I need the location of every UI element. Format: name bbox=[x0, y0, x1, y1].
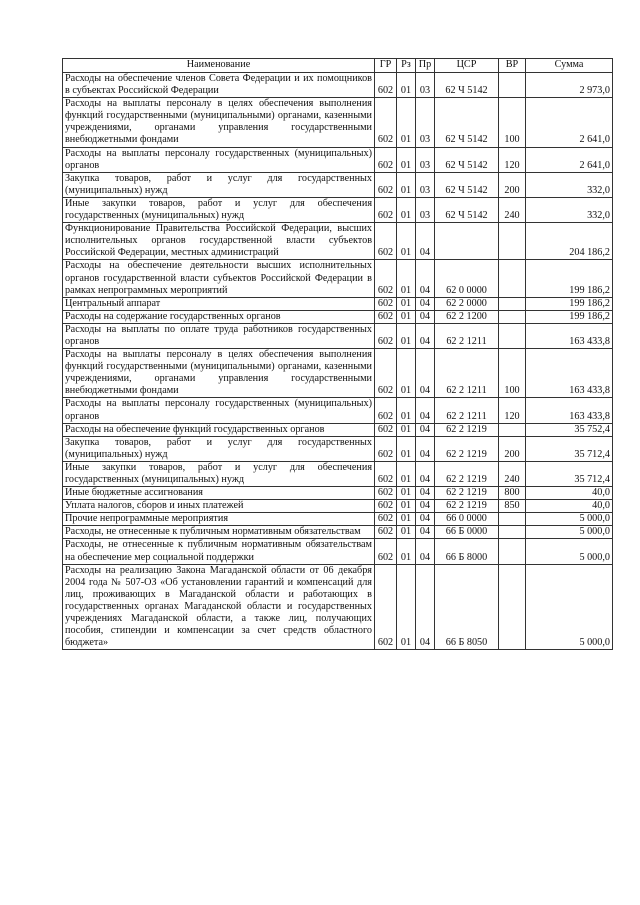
cell-vr: 120 bbox=[499, 398, 526, 423]
cell-csr: 62 Ч 5142 bbox=[435, 172, 499, 197]
table-row bbox=[63, 172, 613, 197]
cell-vr bbox=[499, 297, 526, 310]
cell-pr: 04 bbox=[416, 349, 435, 398]
cell-name: Расходы на обеспечение функций государственных органов bbox=[63, 423, 375, 436]
cell-sum: 40,0 bbox=[526, 500, 613, 513]
column-header-sum: Сумма bbox=[526, 59, 613, 73]
cell-vr: 100 bbox=[499, 349, 526, 398]
cell-pr: 04 bbox=[416, 526, 435, 539]
cell-gr: 602 bbox=[375, 349, 397, 398]
table-row bbox=[63, 73, 613, 98]
column-header-pr: Пр bbox=[416, 59, 435, 73]
cell-gr: 602 bbox=[375, 423, 397, 436]
cell-pr: 03 bbox=[416, 147, 435, 172]
cell-pr: 04 bbox=[416, 310, 435, 323]
cell-rz: 01 bbox=[397, 436, 416, 461]
cell-pr: 04 bbox=[416, 260, 435, 297]
cell-sum: 35 712,4 bbox=[526, 461, 613, 486]
cell-vr: 200 bbox=[499, 436, 526, 461]
table-row bbox=[63, 500, 613, 513]
cell-sum: 35 712,4 bbox=[526, 436, 613, 461]
cell-csr: 66 0 0000 bbox=[435, 513, 499, 526]
cell-sum: 40,0 bbox=[526, 487, 613, 500]
cell-sum: 2 641,0 bbox=[526, 147, 613, 172]
cell-vr: 100 bbox=[499, 98, 526, 147]
cell-name: Прочие непрограммные мероприятия bbox=[63, 513, 375, 526]
cell-name: Функционирование Правительства Российской Федерации, высших исполнительных органов государственной власти субъектов Российской Федерации, местных администраций bbox=[63, 223, 375, 260]
cell-gr: 602 bbox=[375, 436, 397, 461]
cell-name: Расходы на обеспечение членов Совета Федерации и их помощников в субъектах Российской Федерации bbox=[63, 73, 375, 98]
cell-gr: 602 bbox=[375, 297, 397, 310]
cell-name: Центральный аппарат bbox=[63, 297, 375, 310]
cell-vr: 120 bbox=[499, 147, 526, 172]
cell-rz: 01 bbox=[397, 349, 416, 398]
cell-gr: 602 bbox=[375, 526, 397, 539]
table-row bbox=[63, 526, 613, 539]
cell-gr: 602 bbox=[375, 398, 397, 423]
cell-pr: 04 bbox=[416, 513, 435, 526]
cell-pr: 04 bbox=[416, 323, 435, 348]
cell-pr: 03 bbox=[416, 172, 435, 197]
cell-gr: 602 bbox=[375, 172, 397, 197]
cell-pr: 03 bbox=[416, 73, 435, 98]
cell-sum: 5 000,0 bbox=[526, 564, 613, 650]
cell-csr: 62 2 1219 bbox=[435, 423, 499, 436]
cell-vr: 240 bbox=[499, 197, 526, 222]
cell-vr bbox=[499, 539, 526, 564]
cell-pr: 03 bbox=[416, 197, 435, 222]
table-row bbox=[63, 539, 613, 564]
cell-sum: 163 433,8 bbox=[526, 398, 613, 423]
cell-csr: 62 Ч 5142 bbox=[435, 197, 499, 222]
cell-rz: 01 bbox=[397, 323, 416, 348]
cell-rz: 01 bbox=[397, 260, 416, 297]
cell-pr: 04 bbox=[416, 564, 435, 650]
table-body bbox=[63, 73, 613, 650]
cell-name: Иные бюджетные ассигнования bbox=[63, 487, 375, 500]
cell-vr: 850 bbox=[499, 500, 526, 513]
cell-pr: 04 bbox=[416, 297, 435, 310]
column-header-rz: Рз bbox=[397, 59, 416, 73]
cell-csr: 62 2 1219 bbox=[435, 436, 499, 461]
cell-rz: 01 bbox=[397, 73, 416, 98]
cell-gr: 602 bbox=[375, 310, 397, 323]
cell-csr: 62 Ч 5142 bbox=[435, 147, 499, 172]
column-header-csr: ЦСР bbox=[435, 59, 499, 73]
cell-sum: 199 186,2 bbox=[526, 310, 613, 323]
cell-name: Закупка товаров, работ и услуг для государственных (муниципальных) нужд bbox=[63, 436, 375, 461]
cell-rz: 01 bbox=[397, 513, 416, 526]
cell-gr: 602 bbox=[375, 147, 397, 172]
cell-gr: 602 bbox=[375, 260, 397, 297]
cell-csr: 62 2 0000 bbox=[435, 297, 499, 310]
cell-pr: 04 bbox=[416, 539, 435, 564]
cell-rz: 01 bbox=[397, 500, 416, 513]
cell-name: Расходы на выплаты персоналу в целях обеспечения выполнения функций государственными (муниципальными) органами, казенными учреждениями, органами управления государственными внебюджетными фондами bbox=[63, 98, 375, 147]
cell-sum: 163 433,8 bbox=[526, 349, 613, 398]
cell-sum: 163 433,8 bbox=[526, 323, 613, 348]
cell-gr: 602 bbox=[375, 487, 397, 500]
table-row bbox=[63, 223, 613, 260]
cell-rz: 01 bbox=[397, 461, 416, 486]
cell-name: Иные закупки товаров, работ и услуг для обеспечения государственных (муниципальных) нужд bbox=[63, 197, 375, 222]
cell-vr: 240 bbox=[499, 461, 526, 486]
cell-vr bbox=[499, 513, 526, 526]
cell-csr: 66 Б 8050 bbox=[435, 564, 499, 650]
cell-rz: 01 bbox=[397, 398, 416, 423]
cell-csr: 62 Ч 5142 bbox=[435, 73, 499, 98]
cell-sum: 2 973,0 bbox=[526, 73, 613, 98]
cell-csr: 62 2 1211 bbox=[435, 323, 499, 348]
cell-gr: 602 bbox=[375, 564, 397, 650]
table-row bbox=[63, 564, 613, 650]
cell-name: Уплата налогов, сборов и иных платежей bbox=[63, 500, 375, 513]
table-row bbox=[63, 98, 613, 147]
cell-name: Расходы на реализацию Закона Магаданской области от 06 декабря 2004 года № 507-ОЗ «Об установлении гарантий и компенсаций для лиц, проживающих в Магаданской области и работающих в государственных органах Магаданской области и государственных учреждениях Магаданской области, а также лиц, получающих пособия, стипендии и компенсации за счет средств областного бюджета» bbox=[63, 564, 375, 650]
cell-vr bbox=[499, 223, 526, 260]
column-header-gr: ГР bbox=[375, 59, 397, 73]
cell-vr bbox=[499, 423, 526, 436]
cell-name: Расходы, не отнесенные к публичным нормативным обязательствам bbox=[63, 526, 375, 539]
cell-gr: 602 bbox=[375, 539, 397, 564]
cell-name: Расходы на содержание государственных органов bbox=[63, 310, 375, 323]
budget-table bbox=[62, 58, 613, 650]
table-row bbox=[63, 310, 613, 323]
cell-rz: 01 bbox=[397, 487, 416, 500]
table-row bbox=[63, 297, 613, 310]
cell-sum: 5 000,0 bbox=[526, 539, 613, 564]
cell-csr: 62 2 1219 bbox=[435, 500, 499, 513]
cell-vr bbox=[499, 564, 526, 650]
table-header-row bbox=[63, 59, 613, 73]
cell-vr bbox=[499, 323, 526, 348]
cell-pr: 04 bbox=[416, 461, 435, 486]
cell-sum: 199 186,2 bbox=[526, 297, 613, 310]
cell-sum: 5 000,0 bbox=[526, 513, 613, 526]
cell-gr: 602 bbox=[375, 197, 397, 222]
cell-csr: 62 2 1200 bbox=[435, 310, 499, 323]
cell-vr: 800 bbox=[499, 487, 526, 500]
table-row bbox=[63, 260, 613, 297]
cell-rz: 01 bbox=[397, 98, 416, 147]
budget-document-page bbox=[62, 58, 612, 650]
cell-csr: 66 Б 8000 bbox=[435, 539, 499, 564]
cell-csr: 62 2 1219 bbox=[435, 487, 499, 500]
column-header-name: Наименование bbox=[63, 59, 375, 73]
cell-sum: 204 186,2 bbox=[526, 223, 613, 260]
cell-csr: 62 Ч 5142 bbox=[435, 98, 499, 147]
cell-name: Расходы, не отнесенные к публичным нормативным обязательствам на обеспечение мер социальной поддержки bbox=[63, 539, 375, 564]
cell-rz: 01 bbox=[397, 147, 416, 172]
cell-vr bbox=[499, 526, 526, 539]
cell-gr: 602 bbox=[375, 98, 397, 147]
cell-gr: 602 bbox=[375, 73, 397, 98]
cell-pr: 04 bbox=[416, 223, 435, 260]
cell-sum: 35 752,4 bbox=[526, 423, 613, 436]
cell-rz: 01 bbox=[397, 172, 416, 197]
table-row bbox=[63, 349, 613, 398]
cell-name: Расходы на выплаты персоналу государственных (муниципальных) органов bbox=[63, 398, 375, 423]
cell-sum: 332,0 bbox=[526, 172, 613, 197]
cell-csr: 66 Б 0000 bbox=[435, 526, 499, 539]
cell-gr: 602 bbox=[375, 513, 397, 526]
cell-csr: 62 0 0000 bbox=[435, 260, 499, 297]
cell-csr: 62 2 1219 bbox=[435, 461, 499, 486]
cell-pr: 04 bbox=[416, 487, 435, 500]
cell-pr: 04 bbox=[416, 398, 435, 423]
cell-pr: 04 bbox=[416, 436, 435, 461]
cell-sum: 5 000,0 bbox=[526, 526, 613, 539]
table-row bbox=[63, 147, 613, 172]
cell-name: Расходы на выплаты персоналу в целях обеспечения выполнения функций государственными (муниципальными) органами, казенными учреждениями, органами управления государственными внебюджетными фондами bbox=[63, 349, 375, 398]
cell-pr: 03 bbox=[416, 98, 435, 147]
cell-vr bbox=[499, 310, 526, 323]
cell-csr: 62 2 1211 bbox=[435, 349, 499, 398]
cell-rz: 01 bbox=[397, 423, 416, 436]
cell-gr: 602 bbox=[375, 500, 397, 513]
table-row bbox=[63, 423, 613, 436]
cell-rz: 01 bbox=[397, 297, 416, 310]
cell-gr: 602 bbox=[375, 461, 397, 486]
cell-pr: 04 bbox=[416, 500, 435, 513]
table-row bbox=[63, 323, 613, 348]
table-row bbox=[63, 487, 613, 500]
cell-sum: 199 186,2 bbox=[526, 260, 613, 297]
cell-sum: 332,0 bbox=[526, 197, 613, 222]
cell-sum: 2 641,0 bbox=[526, 98, 613, 147]
table-row bbox=[63, 398, 613, 423]
cell-rz: 01 bbox=[397, 564, 416, 650]
cell-csr: 62 2 1211 bbox=[435, 398, 499, 423]
cell-vr bbox=[499, 73, 526, 98]
table-row bbox=[63, 436, 613, 461]
cell-name: Расходы на выплаты по оплате труда работников государственных органов bbox=[63, 323, 375, 348]
cell-vr: 200 bbox=[499, 172, 526, 197]
cell-name: Расходы на выплаты персоналу государственных (муниципальных) органов bbox=[63, 147, 375, 172]
table-row bbox=[63, 461, 613, 486]
cell-rz: 01 bbox=[397, 223, 416, 260]
cell-gr: 602 bbox=[375, 223, 397, 260]
table-row bbox=[63, 197, 613, 222]
cell-vr bbox=[499, 260, 526, 297]
cell-name: Расходы на обеспечение деятельности высших исполнительных органов государственной власти субъектов Российской Федерации в рамках непрограммных мероприятий bbox=[63, 260, 375, 297]
cell-pr: 04 bbox=[416, 423, 435, 436]
cell-rz: 01 bbox=[397, 310, 416, 323]
column-header-vr: ВР bbox=[499, 59, 526, 73]
cell-name: Закупка товаров, работ и услуг для государственных (муниципальных) нужд bbox=[63, 172, 375, 197]
cell-rz: 01 bbox=[397, 539, 416, 564]
cell-rz: 01 bbox=[397, 526, 416, 539]
cell-rz: 01 bbox=[397, 197, 416, 222]
cell-csr bbox=[435, 223, 499, 260]
cell-name: Иные закупки товаров, работ и услуг для обеспечения государственных (муниципальных) нужд bbox=[63, 461, 375, 486]
cell-gr: 602 bbox=[375, 323, 397, 348]
table-row bbox=[63, 513, 613, 526]
